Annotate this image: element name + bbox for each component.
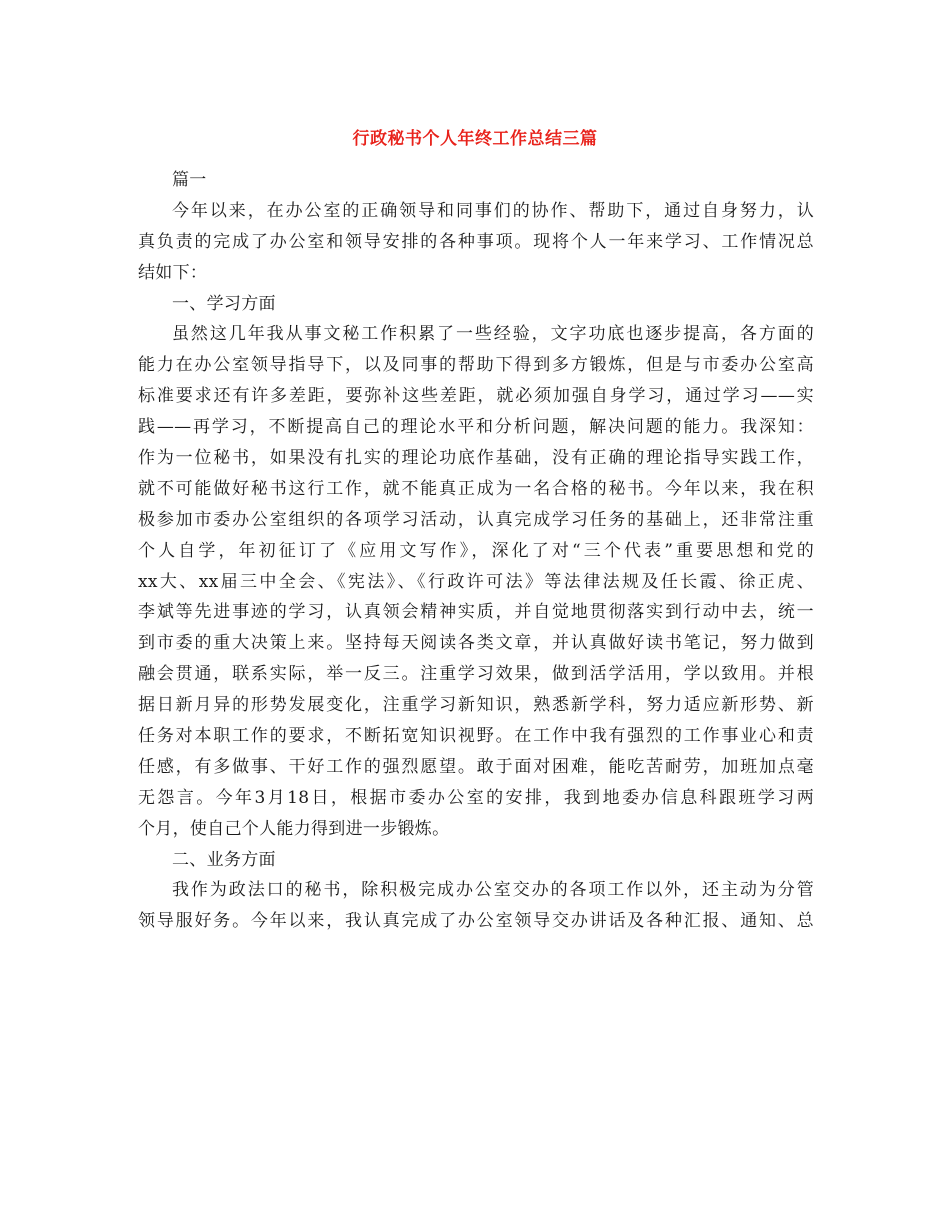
paragraph-line: 李斌等先进事迹的学习，认真领会精神实质，并自觉地贯彻落实到行动中去，统一 bbox=[138, 602, 814, 623]
paragraph-line: 融会贯通，联系实际，举一反三。注重学习效果，做到活学活用，学以致用。并根 bbox=[138, 664, 814, 685]
paragraph-line: 一、学习方面 bbox=[172, 293, 276, 314]
paragraph-line: xx大、xx届三中全会、《宪法》、《行政许可法》等法律法规及任长霞、徐正虎、 bbox=[138, 571, 814, 592]
paragraph-line: 极参加市委办公室组织的各项学习活动，认真完成学习任务的基础上，还非常注重 bbox=[138, 509, 814, 530]
paragraph-line: 二、业务方面 bbox=[172, 849, 276, 870]
paragraph-line: 个人自学，年初征订了《应用文写作》，深化了对“三个代表”重要思想和党的 bbox=[138, 540, 814, 561]
paragraph-line: 领导服好务。今年以来，我认真完成了办公室领导交办讲话及各种汇报、通知、总 bbox=[138, 911, 814, 932]
paragraph-line: 标准要求还有许多差距，要弥补这些差距，就必须加强自身学习，通过学习——实 bbox=[138, 386, 814, 407]
paragraph-line: 任感，有多做事、干好工作的强烈愿望。敢于面对困难，能吃苦耐劳，加班加点毫 bbox=[138, 756, 814, 777]
paragraph-line: 篇一 bbox=[172, 170, 207, 190]
paragraph-line: 就不可能做好秘书这行工作，就不能真正成为一名合格的秘书。今年以来，我在积 bbox=[138, 478, 814, 499]
paragraph-line: 能力在办公室领导指导下，以及同事的帮助下得到多方锻炼，但是与市委办公室高 bbox=[138, 355, 814, 376]
document-title: 行政秘书个人年终工作总结三篇 bbox=[352, 129, 598, 149]
paragraph-line: 虽然这几年我从事文秘工作积累了一些经验，文字功底也逐步提高，各方面的 bbox=[172, 324, 814, 345]
paragraph-line: 据日新月异的形势发展变化，注重学习新知识，熟悉新学科，努力适应新形势、新 bbox=[138, 695, 814, 716]
paragraph-line: 到市委的重大决策上来。坚持每天阅读各类文章，并认真做好读书笔记，努力做到 bbox=[138, 633, 814, 654]
paragraph-line: 作为一位秘书，如果没有扎实的理论功底作基础，没有正确的理论指导实践工作， bbox=[138, 448, 814, 469]
document-body bbox=[138, 165, 814, 937]
paragraph-line: 真负责的完成了办公室和领导安排的各种事项。现将个人一年来学习、工作情况总 bbox=[138, 231, 814, 252]
paragraph-line: 个月，使自己个人能力得到进一步锻炼。 bbox=[138, 818, 450, 839]
paragraph-line: 任务对本职工作的要求，不断拓宽知识视野。在工作中我有强烈的工作事业心和责 bbox=[138, 726, 814, 747]
paragraph-line: 今年以来，在办公室的正确领导和同事们的协作、帮助下，通过自身努力，认 bbox=[172, 200, 814, 221]
paragraph-line: 结如下： bbox=[138, 262, 208, 283]
paragraph-line: 践——再学习，不断提高自己的理论水平和分析问题，解决问题的能力。我深知： bbox=[138, 417, 814, 438]
paragraph-line: 我作为政法口的秘书，除积极完成办公室交办的各项工作以外，还主动为分管 bbox=[172, 880, 814, 901]
paragraph-line: 无怨言。今年3月18日，根据市委办公室的安排，我到地委办信息科跟班学习两 bbox=[138, 787, 814, 808]
